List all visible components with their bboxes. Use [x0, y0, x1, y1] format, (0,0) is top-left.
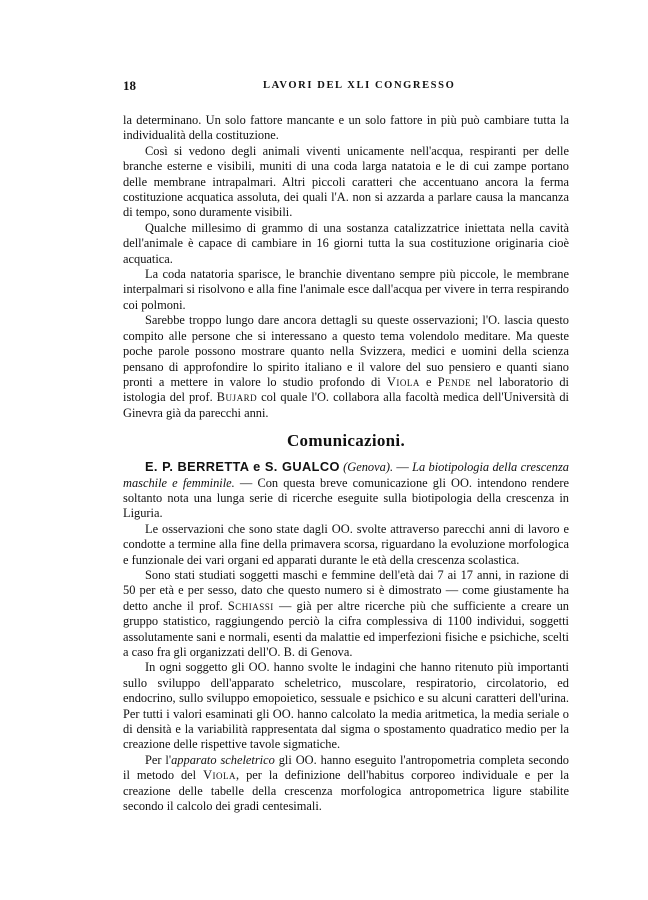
communication-paragraph-3	[123, 568, 569, 660]
paragraph-2: Così si vedono degli animali viventi unicamente nell'acqua, respiranti per delle branche esterne e visibili, muniti di una coda larga natatoia e le di cui zampe portano delle membrane intrapalmari. Altri piccoli caratteri che accentuano ancora la ferma costituzione acquatica assoluta, dei quali l'A. non si azzarda a parlare causa la mancanza di tempo, sono duramente visibili.	[123, 143, 569, 220]
paragraph-5-text-c: col quale l'O. collabora alla facoltà medica dell'Università di Ginevra già da parecchi anni.	[123, 390, 569, 420]
communication-paragraph-3-text-a: Sono stati studiati soggetti maschi e femmine dell'età dai 7 ai 17 anni, in razione di 50 per età e per sesso, dato che questo numero si è dimostrato — come giustamente ha detto anche il prof.	[123, 567, 569, 613]
communication-heading	[123, 459, 569, 522]
communication-paragraph-5-text-b: gli OO. hanno eseguito l'antropometria completa secondo il metodo del	[123, 752, 569, 783]
communication-authors: E. P. BERRETTA e S. GUALCO	[145, 459, 340, 475]
author-name-bujard: Bujard	[216, 390, 258, 405]
paragraph-5-text-a: Sarebbe troppo lungo dare ancora dettagli su queste osservazioni; l'O. lascia questo compito alle persone che si interessano a questo tema volendolo meditare. Ma queste poche parole possono mostrare quanto nella Svizzera, medici e uomini della scienza pensano di approfondire lo spirito italiano e il valore del suo pensiero e quanti siano pronti a mettere in valore lo studio profondo di	[123, 313, 569, 389]
author-name-viola: Viola	[386, 374, 420, 389]
communication-title: La biotipologia della crescenza maschile e femminile.	[123, 460, 569, 490]
communication-paragraph-5-italic: apparato scheletrico	[171, 752, 275, 767]
communication-paragraph-5	[123, 753, 569, 815]
communication-paragraph-2: Le osservazioni che sono state dagli OO. svolte attraverso parecchi anni di lavoro e condotte a termine alla fine della primavera scorsa, riguardano la evoluzione morfologica e funzionale dei vari organi ed apparati durante le età della crescenza scolastica.	[123, 521, 569, 567]
paragraph-5	[123, 313, 569, 421]
page-number: 18	[123, 78, 136, 93]
paragraph-3: Qualche millesimo di grammo di una sostanza catalizzatrice iniettata nella cavità dell'animale è capace di cambiare in 16 giorni tutta la sua costituzione originaria cioè acquatica.	[123, 220, 569, 266]
communication-paragraph-4: In ogni soggetto gli OO. hanno svolte le indagini che hanno ritenuto più importanti sullo sviluppo dell'apparato scheletrico, muscolare, respiratorio, circolatorio, ed endocrino, sullo sviluppo emopoietico, sessuale e psichico e su alcuni caratteri dell'urina. Per tutti i valori esaminati gli OO. hanno calcolato la media aritmetica, la media seriale o di densità e la variabilità rappresentata dal sigma o spostamento quadratico medio per la creazione delle rispettive tavole sigmatiche.	[123, 660, 569, 752]
communication-paragraph-5-text-a: Per l'	[145, 752, 172, 767]
communication-paragraph-5-text-c: , per la definizione dell'habitus corporeo individuale e per la creazione delle tabelle della crescenza morfologica antropometrica ligure stabilite secondo il calcolo dei gradi centesimali.	[123, 768, 569, 814]
paragraph-5-and: e	[419, 374, 438, 389]
running-title: LAVORI DEL XLI CONGRESSO	[263, 80, 456, 91]
communication-paragraph-3-text-b: — già per altre ricerche più che sufficiente a creare un gruppo statistico, raggiungendo perciò la cifra complessiva di 1100 individui, soggetti assolutamente sani e normali, esenti da malattie ed imperfezioni fisiche e psichiche, scelti a caso fra gli organizzati dell'O. B. di Genova.	[123, 598, 569, 659]
body-text	[123, 113, 569, 814]
section-title: Comunicazioni.	[286, 431, 405, 451]
communication-dash: —	[393, 460, 413, 475]
paragraph-4: La coda natatoria sparisce, le branchie diventano sempre più piccole, le membrane interpalmari si risolvono e alla fine l'animale esce dall'acqua per vivere in terra respirando coi polmoni.	[123, 267, 569, 312]
page-header	[123, 78, 563, 94]
author-name-pende: Pende	[437, 374, 472, 389]
author-name-viola-2: Viola	[203, 768, 237, 783]
author-name-schiassi: Schiassi	[227, 598, 274, 613]
paragraph-1: la determinano. Un solo fattore mancante e un solo fattore in più può cambiare tutta la individualità della costituzione.	[123, 113, 569, 143]
paragraph-5-text-b: nel laboratorio di istologia del prof.	[123, 374, 569, 405]
communication-intro: — Con questa breve comunicazione gli OO. intendono rendere soltanto nota una lunga serie di ricerche eseguite sulla biotipologia della crescenza in Liguria.	[123, 475, 569, 521]
communication-city: (Genova).	[343, 460, 394, 475]
